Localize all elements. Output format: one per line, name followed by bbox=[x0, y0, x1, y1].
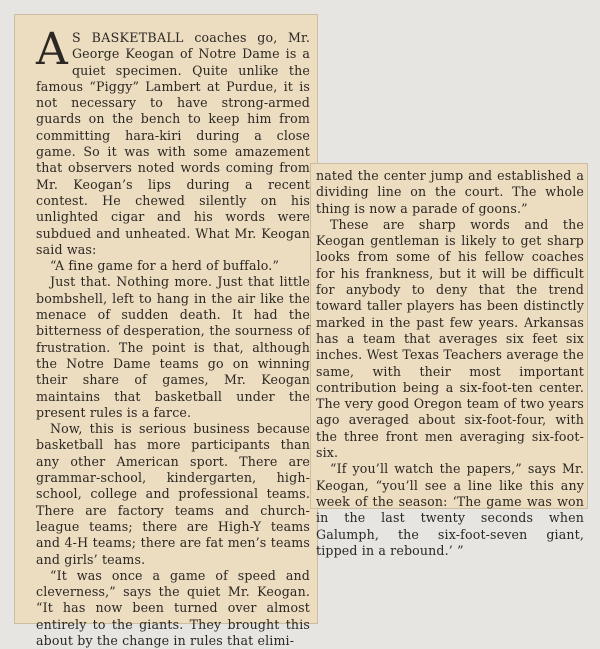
article-column-right bbox=[316, 168, 584, 559]
paragraph: “It was once a game of speed and cleverness,” says the quiet Mr. Keogan. “It has now been turned over almost entirely to the giants. They brought this about by the change in rules that elimi- bbox=[36, 567, 310, 648]
paragraph: “If you’ll watch the papers,” says Mr. Keogan, “you’ll see a line like this any week of the season: ‘The game was won in the last twenty seconds when Galumph, the six-foot-seven giant, tipped in a rebound.’ ” bbox=[316, 461, 584, 558]
lead-text: coaches go, Mr. George Keogan of Notre Dame is a quiet specimen. Quite unlike the famous “Piggy” Lambert at Purdue, it is not necessary to have strong-armed guards on the bench to keep him from committing hara-kiri during a close game. So it was with some amazement that observers noted words coming from Mr. Keogan’s lips during a recent contest. He chewed silently on his unlighted cigar and his words were subdued and unheated. What Mr. Keogan said was: bbox=[36, 30, 310, 257]
paragraph: These are sharp words and the Keogan gentleman is likely to get sharp looks from some of his fellow coaches for his frankness, but it will be difficult for anybody to deny that the trend toward taller players has been distinctly marked in the past few years. Arkansas has a team that averages six feet six inches. West Texas Teachers average the same, with their most important contribution being a six-foot-ten center. The very good Oregon team of two years ago averaged about six-foot-four, with the three front men averaging six-foot-six. bbox=[316, 216, 584, 461]
paragraph-continued: nated the center jump and established a dividing line on the court. The whole thing is now a parade of goons.” bbox=[316, 168, 584, 216]
lead-caps: S BASKETBALL bbox=[71, 30, 184, 45]
paragraph: Just that. Nothing more. Just that little bombshell, left to hang in the air like the menace of sudden death. It had the bitterness of desperation, the sourness of frustration. The point is that, although the Notre Dame teams go on winning their share of games, Mr. Keogan maintains that basketball under the present rules is a farce. bbox=[36, 274, 310, 420]
article-column-left bbox=[36, 24, 310, 649]
lead-paragraph bbox=[36, 24, 310, 258]
paragraph-quote: “A fine game for a herd of buffalo.” bbox=[50, 258, 280, 274]
paragraph: Now, this is serious business because basketball has more participants than any other American sport. There are grammar-school, kindergarten, high-school, college and professional teams. There are factory teams and church-league teams; there are High-Y teams and 4-H teams; there are fat men’s teams and girls’ teams. bbox=[36, 421, 310, 567]
drop-cap: A bbox=[36, 24, 68, 75]
